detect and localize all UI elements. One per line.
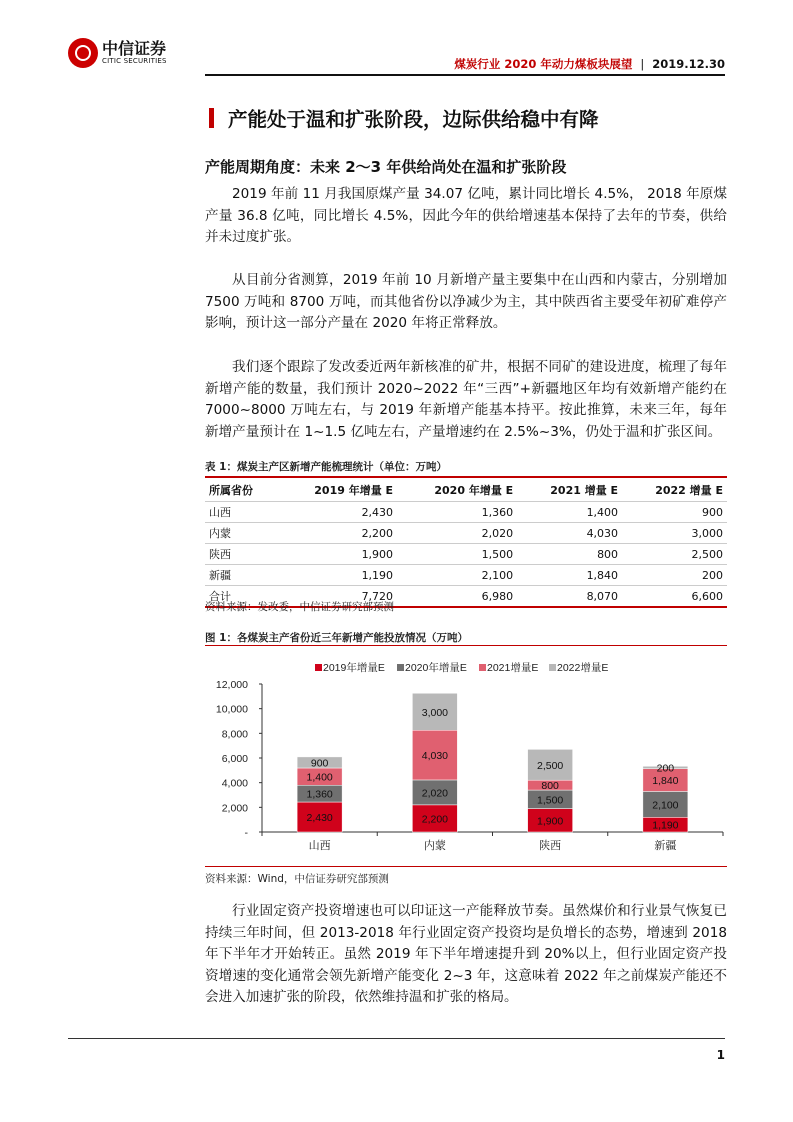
table-cell: 6,600 — [622, 586, 727, 608]
table-cell: 1,500 — [397, 544, 517, 565]
legend-swatch — [397, 664, 404, 671]
header-divider — [205, 74, 725, 76]
report-title: 煤炭行业 2020 年动力煤板块展望 — [454, 57, 633, 71]
data-label: 1,500 — [536, 794, 564, 807]
table-cell: 900 — [622, 502, 727, 523]
table-cell: 7,720 — [277, 586, 397, 608]
table-row — [205, 544, 727, 565]
col-header: 2019 年增量 E — [314, 483, 394, 497]
figure-bottom-rule — [205, 866, 727, 867]
figure-top-rule — [205, 645, 727, 646]
data-label: 200 — [656, 762, 675, 775]
table-cell: 2,200 — [277, 523, 397, 544]
data-label: 1,360 — [306, 788, 333, 801]
data-label: 3,000 — [421, 706, 449, 719]
citic-logo — [68, 38, 167, 68]
table-source: 资料来源：发改委，中信证券研究部预测 — [205, 601, 394, 613]
data-label: 2,020 — [421, 787, 449, 800]
data-label: 2,430 — [306, 812, 333, 825]
data-label: 900 — [310, 757, 329, 770]
data-label: 1,190 — [652, 819, 679, 832]
figure-source: 资料来源：Wind，中信证券研究部预测 — [205, 873, 389, 885]
province-cell: 山西 — [205, 502, 277, 523]
province-cell: 合计 — [205, 586, 277, 608]
report-date: 2019.12.30 — [652, 57, 725, 71]
data-label: 1,400 — [306, 771, 333, 784]
legend-label: 2019年增量E — [323, 662, 385, 674]
y-tick-label: 4,000 — [221, 777, 248, 790]
table-cell: 1,360 — [397, 502, 517, 523]
section-title — [209, 104, 599, 132]
legend-swatch — [315, 664, 322, 671]
table-cell: 1,400 — [517, 502, 622, 523]
province-cell: 陕西 — [205, 544, 277, 565]
legend-label: 2021增量E — [487, 662, 539, 674]
data-label: 2,200 — [421, 813, 449, 826]
data-label: 1,840 — [652, 775, 679, 788]
table-cell: 800 — [517, 544, 622, 565]
table-cell: 200 — [622, 565, 727, 586]
table-row — [205, 502, 727, 523]
x-tick-label: 陕西 — [539, 840, 562, 852]
header-info — [454, 56, 725, 72]
table-cell: 2,100 — [397, 565, 517, 586]
table-cell: 2,020 — [397, 523, 517, 544]
table-cell: 3,000 — [622, 523, 727, 544]
x-tick-label: 山西 — [308, 840, 331, 852]
table-cell: 1,900 — [277, 544, 397, 565]
paragraph: 我们逐个跟踪了发改委近两年新核准的矿井，根据不同矿的建设进度，梳理了每年新增产能的数量，我们预计 2020~2022 年“三西”+新疆地区年均有效新增产能约在 7000~8000 万吨左右，与 2019 年新增产能基本持平。按此推算，未来三年，每年新增产量预计在 1~1.5 亿吨左右，产量增速约在 2.5%~3%，仍处于温和扩张区间。 — [205, 359, 727, 440]
paragraph: 行业固定资产投资增速也可以印证这一产能释放节奏。虽然煤价和行业景气恢复已持续三年时间，但 2013-2018 年行业固定资产投资均是负增长的态势，增速到 2018 年下半年才开始转正。虽然 2019 年下半年增速提升到 20%以上，但行业固定资产投资增速的变化通常会领先新增产能变化 2~3 年，这意味着 2022 年之前煤炭产能还不会进入加速扩张的阶段，依然维持温和扩张的格局。 — [205, 903, 727, 1005]
table-cell: 6,980 — [397, 586, 517, 608]
col-header: 2021 增量 E — [550, 483, 619, 497]
province-cell: 内蒙 — [205, 523, 277, 544]
province-cell: 新疆 — [205, 565, 277, 586]
col-header: 2022 增量 E — [655, 483, 723, 497]
paragraph: 从目前分省测算，2019 年前 10 月新增产量主要集中在山西和内蒙古，分别增加 7500 万吨和 8700 万吨，而其他省份以净减少为主，其中陕西省主要受年初矿难停产影响，预计这一部分产量在 2020 年将正常释放。 — [205, 272, 727, 331]
footer-divider — [68, 1038, 725, 1039]
title-marker — [209, 108, 214, 128]
table-header-row — [205, 477, 727, 502]
paragraph: 2019 年前 11 月我国原煤产量 34.07 亿吨，累计同比增长 4.5%， 2018 年原煤产量 36.8 亿吨，同比增长 4.5%，因此今年的供给增速基本保持了去年的节奏，供给并未过度扩张。 — [205, 186, 727, 245]
legend-swatch — [549, 664, 556, 671]
table-row — [205, 523, 727, 544]
figure-caption: 图 1：各煤炭主产省份近三年新增产能投放情况（万吨） — [205, 632, 468, 644]
col-header: 所属省份 — [209, 483, 253, 497]
y-tick-label: 10,000 — [215, 703, 248, 716]
page-number: 1 — [716, 1048, 725, 1062]
legend-label: 2022增量E — [557, 662, 609, 674]
data-label: 1,900 — [536, 815, 564, 828]
x-tick-label: 新疆 — [654, 840, 677, 852]
data-label: 4,030 — [421, 750, 449, 763]
legend-label: 2020年增量E — [405, 662, 467, 674]
citic-logo-icon — [68, 38, 98, 68]
y-tick-label: 6,000 — [221, 753, 248, 765]
x-tick-label: 内蒙 — [423, 840, 446, 852]
table-cell: 4,030 — [517, 523, 622, 544]
y-tick-label: 2,000 — [221, 802, 248, 815]
table-cell: 1,840 — [517, 565, 622, 586]
table-cell: 1,190 — [277, 565, 397, 586]
table-cell: 8,070 — [517, 586, 622, 608]
logo-en: CITIC SECURITIES — [102, 57, 167, 65]
table-row — [205, 565, 727, 586]
table-cell: 2,500 — [622, 544, 727, 565]
legend-swatch — [479, 664, 486, 671]
section-title-text: 产能处于温和扩张阶段，边际供给稳中有降 — [228, 108, 599, 131]
data-label: 2,500 — [536, 759, 564, 772]
data-label: 2,100 — [652, 799, 679, 812]
y-tick-label: 12,000 — [215, 679, 248, 691]
y-tick-label: - — [244, 827, 248, 839]
header-separator: | — [640, 57, 645, 71]
subsection-title: 产能周期角度：未来 2～3 年供给尚处在温和扩张阶段 — [205, 158, 567, 176]
table-caption: 表 1：煤炭主产区新增产能梳理统计（单位：万吨） — [205, 461, 447, 473]
stacked-bar-chart — [205, 650, 727, 865]
data-label: 800 — [541, 780, 559, 793]
y-tick-label: 8,000 — [221, 728, 248, 741]
table-cell: 2,430 — [277, 502, 397, 523]
col-header: 2020 年增量 E — [434, 483, 514, 497]
capacity-table — [205, 476, 727, 608]
logo-cn: 中信证券 — [102, 39, 167, 58]
